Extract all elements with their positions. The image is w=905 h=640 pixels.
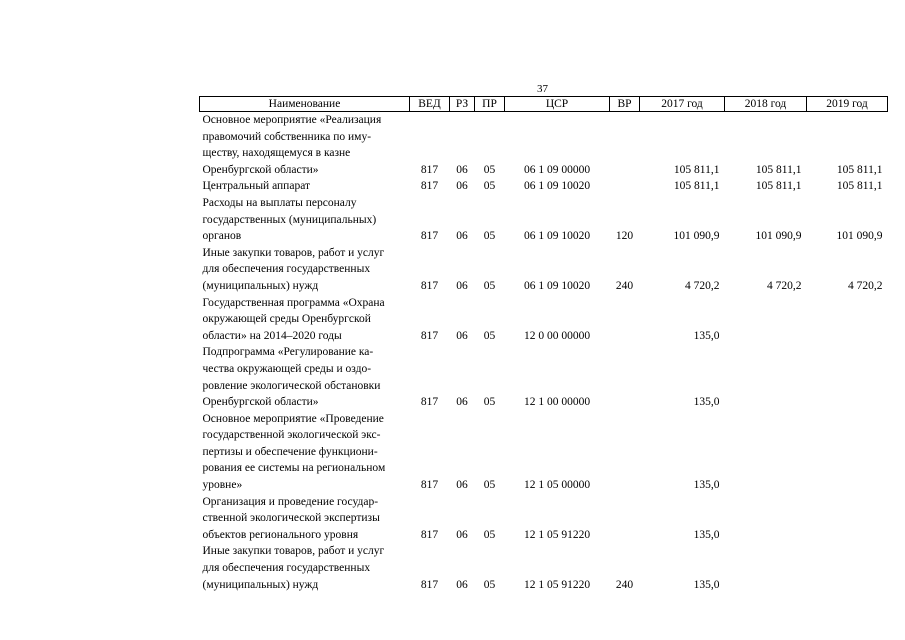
row-ved: 817 <box>420 279 439 292</box>
header-ved: ВЕД <box>410 97 450 112</box>
row-2017: 4 720,2 <box>685 279 720 292</box>
row-pr: 05 <box>483 279 496 292</box>
row-2019: 4 720,2 <box>848 279 883 292</box>
row-vr: 120 <box>615 230 634 243</box>
row-vr <box>610 494 640 544</box>
row-csr: 06 1 09 00000 <box>523 163 591 176</box>
row-ved: 817 <box>420 479 439 492</box>
header-2018: 2018 год <box>725 97 807 112</box>
row-rz: 06 <box>456 230 468 243</box>
row-vr: 240 <box>615 578 634 591</box>
row-name: Основное мероприятие «Проведение государственной экологической экс- пертизы и обеспечение функциони- рования ее системы на региональном уровне» <box>202 412 386 492</box>
row-name: Государственная программа «Охрана окружающей среды Оренбургской области» на 2014–2020 годы <box>202 296 385 342</box>
row-pr: 05 <box>483 578 496 591</box>
row-2018: 4 720,2 <box>767 279 802 292</box>
row-2017: 135,0 <box>693 528 720 541</box>
row-rz: 06 <box>456 396 468 409</box>
row-2017: 135,0 <box>693 396 720 409</box>
header-2019: 2019 год <box>807 97 888 112</box>
row-name: Основное мероприятие «Реализация правомочий собственника по иму- ществу, находящемуся в казне Оренбургской области» <box>202 114 382 176</box>
row-name: Организация и проведение государ- ственной экологической экспертизы объектов регионального уровня <box>202 495 380 541</box>
row-2017: 135,0 <box>693 479 720 492</box>
table-row <box>200 494 888 544</box>
header-name: Наименование <box>200 97 410 112</box>
header-vr: ВР <box>610 97 640 112</box>
row-2019 <box>807 543 888 593</box>
header-pr: ПР <box>475 97 505 112</box>
row-csr: 12 1 05 91220 <box>523 578 591 591</box>
row-vr: 240 <box>615 279 634 292</box>
row-2018: 105 811,1 <box>755 163 802 176</box>
table-row <box>200 178 888 195</box>
row-2019: 101 090,9 <box>836 230 883 243</box>
row-name: Центральный аппарат <box>202 180 311 193</box>
row-csr: 06 1 09 10020 <box>523 230 591 243</box>
row-rz: 06 <box>456 578 468 591</box>
row-pr: 05 <box>483 479 496 492</box>
row-pr: 05 <box>483 396 496 409</box>
row-rz: 06 <box>456 528 468 541</box>
row-csr: 12 1 05 00000 <box>523 479 591 492</box>
row-pr: 05 <box>483 163 496 176</box>
row-vr <box>610 112 640 179</box>
row-ved: 817 <box>420 163 439 176</box>
row-2019: 105 811,1 <box>836 180 883 193</box>
table-row <box>200 543 888 593</box>
row-name: Расходы на выплаты персоналу государственных (муниципальных) органов <box>202 196 377 243</box>
row-rz: 06 <box>456 329 468 342</box>
budget-table <box>199 96 888 593</box>
header-rz: РЗ <box>450 97 475 112</box>
table-row <box>200 295 888 345</box>
row-2018 <box>725 543 807 593</box>
row-ved: 817 <box>420 230 439 243</box>
row-2019 <box>807 411 888 494</box>
row-2018: 101 090,9 <box>755 230 802 243</box>
row-ved: 817 <box>420 180 439 193</box>
row-pr: 05 <box>483 329 496 342</box>
row-csr: 12 0 00 00000 <box>523 329 591 342</box>
row-csr: 06 1 09 10020 <box>523 180 591 193</box>
header-csr: ЦСР <box>505 97 610 112</box>
row-2017: 135,0 <box>693 329 720 342</box>
row-pr: 05 <box>483 230 496 243</box>
row-ved: 817 <box>420 578 439 591</box>
table-header <box>200 97 888 112</box>
row-2017: 101 090,9 <box>673 230 720 243</box>
row-vr <box>610 295 640 345</box>
row-vr <box>610 411 640 494</box>
row-rz: 06 <box>456 479 468 492</box>
table-body <box>200 112 888 594</box>
table-row <box>200 344 888 410</box>
row-2018 <box>725 494 807 544</box>
row-csr: 06 1 09 10020 <box>523 279 591 292</box>
row-ved: 817 <box>420 329 439 342</box>
row-name: Иные закупки товаров, работ и услуг для обеспечения государственных (муниципальных) нужд <box>202 545 385 591</box>
table-row <box>200 411 888 494</box>
row-name: Иные закупки товаров, работ и услуг для обеспечения государственных (муниципальных) нужд <box>202 246 385 292</box>
row-vr <box>610 178 640 195</box>
row-name: Подпрограмма «Регулирование ка- чества окружающей среды и оздо- ровление экологической обстановки Оренбургской области» <box>202 346 381 409</box>
row-pr: 05 <box>483 528 496 541</box>
header-2017: 2017 год <box>640 97 725 112</box>
row-rz: 06 <box>456 163 468 176</box>
page-number: 37 <box>537 83 548 95</box>
row-2019 <box>807 344 888 410</box>
row-ved: 817 <box>420 396 439 409</box>
row-2018 <box>725 411 807 494</box>
row-vr <box>610 344 640 410</box>
row-2018: 105 811,1 <box>755 180 802 193</box>
table-row <box>200 245 888 295</box>
row-2017: 105 811,1 <box>673 163 720 176</box>
row-csr: 12 1 00 00000 <box>523 396 591 409</box>
row-2017: 135,0 <box>693 578 720 591</box>
table-row <box>200 112 888 179</box>
row-ved: 817 <box>420 528 439 541</box>
row-rz: 06 <box>456 279 468 292</box>
row-2019 <box>807 295 888 345</box>
row-rz: 06 <box>456 180 468 193</box>
row-2018 <box>725 295 807 345</box>
row-2017: 105 811,1 <box>673 180 720 193</box>
row-2019: 105 811,1 <box>836 163 883 176</box>
row-csr: 12 1 05 91220 <box>523 528 591 541</box>
row-2019 <box>807 494 888 544</box>
row-2018 <box>725 344 807 410</box>
table-row <box>200 195 888 245</box>
row-pr: 05 <box>483 180 496 193</box>
